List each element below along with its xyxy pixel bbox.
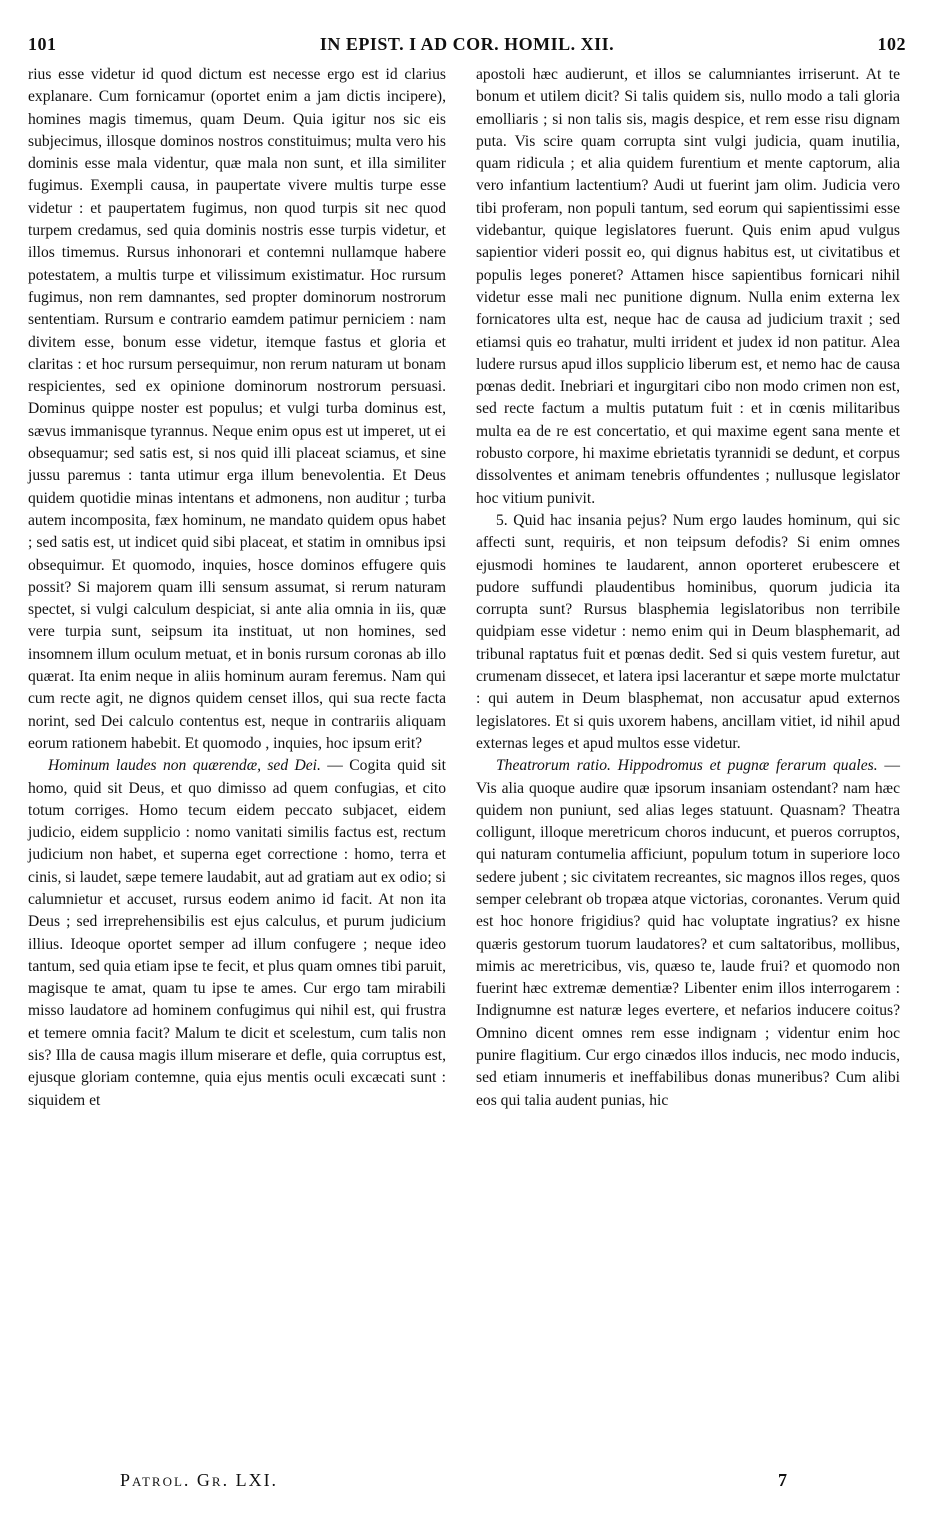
footer-sheet-number: 7 bbox=[778, 1470, 787, 1490]
page-footer bbox=[0, 1470, 934, 1498]
page-header bbox=[28, 34, 906, 58]
left-paragraph-2 bbox=[28, 755, 446, 1112]
footer-signature: Patrol. Gr. LXI. bbox=[120, 1470, 279, 1490]
left-paragraph-2-text: — Cogita quid sit homo, quid sit Deus, et quo dimisso ad quem confugias, et cito totum corriges. Homo tecum eidem peccato subjacet, eidem judicio, eidem supplicio : nomo vanitati similis factus est, rectum judicium non habet, et superna eget correctione : homo, terra et cinis, si laudet, sæpe temere laudabit, aut ad gratiam aut ex odio; si calumnietur et accuset, rursus eodem animo id facit. At non ita Deus ; sed irreprehensibilis est ejus calculus, et purum judicium illius. Ideoque oportet semper ad illum confugere ; neque ideo tantum, sed quia etiam ipse te fecit, et plus quam omnes tibi paruit, magisque te amat, quam tu ipse te ames. Cur ergo tam mirabili misso laudatore ad hominem confugimus qui nihil est, qui frustra et temere omnia facit? Malum te dicit et scelestum, cum talis non sis? Illa de causa magis illum miserare et defle, quia corruptus est, ejusque gloriam contemne, quia ejus mentis oculi excæcati sunt : siquidem et bbox=[28, 757, 447, 1109]
page-number-left: 101 bbox=[28, 34, 57, 54]
right-paragraph-3 bbox=[476, 755, 900, 1112]
right-paragraph-3-text: — Vis alia quoque audire quæ ipsorum insaniam ostendant? nam hæc quidem non puniunt, sed alias leges statuunt. Quasnam? Theatra colligunt, illoque meretricum choros inducunt, et pueros corruptos, qui naturam contumelia afficiunt, populum totum in superiore loco sedere jubent ; sic civitatem recreantes, sic magnos illos reges, quos semper celebrant ob tropæa atque victorias, coronantes. Verum quid est hoc honore frigidius? quid hac voluptate ingratius? ex hisne quæris gestorum tuorum laudatores? et cum saltatoribus, mollibus, mimis ac meretricibus, vis, quæso te, laude frui? et quomodo non fuerint hæc extremæ dementiæ? Libenter enim illos interrogarem : Indignumne est naturæ leges evertere, et nefarios inducere coitus? Omnino dicent omnes rem esse indignam ; videntur enim hoc punire flagitium. Cur ergo cinædos illos inducis, nec modo inducis, sed etiam innumeris et ineffabilibus donas muneribus? Cum alibi eos qui talia audent punias, hic bbox=[476, 757, 900, 1109]
left-column bbox=[28, 64, 446, 1112]
right-paragraph-2: 5. Quid hac insania pejus? Num ergo laudes hominum, qui sic affecti sunt, requiris, et non teipsum defodis? Si enim omnes ejusmodi homines te laudarent, annon oporteret erubescere et pudore suffundi plaudentibus hominibus, quorum judicia ita corrupta sunt? Rursus blasphemia legislatoribus non terribile quidpiam esse videtur : nemo enim qui in Deum blasphemarit, ad tribunal raptatus fuit et pœnas dedit. Sed si quis vestem furetur, aut crumenam dissecet, et latera ipsi lacerantur et sæpe morte mulctatur : qui autem in Deum blasphemat, non accusatur apud externos legislatores. Et si quis uxorem habens, ancillam vitiet, id nihil apud externas leges et apud multos esse videtur. bbox=[476, 511, 900, 752]
right-paragraph-1: apostoli hæc audierunt, et illos se calumniantes irriserunt. At te bonum et utilem dicit? Si talis quidem sis, nullo modo a tali gloria emolliaris ; si non talis sis, magis despice, et rem esse risu dignam puta. Vis scire quam corrupta sint vulgi judicia, quam inutilia, quam ridicula ; et alia quidem furentium et mente captorum, alia vero infantium lactentium? Audi ut fuerint jam olim. Judicia vero tibi proferam, non populi tantum, sed eorum qui sapientissimi esse videbantur, quique legislatores fuerunt. Quis enim apud vulgus sapientior videri possit eo, qui dignus habitus est, ut civitatibus et populis leges poneret? Attamen hisce sapientibus fornicari nihil videtur esse mali nec punitione dignum. Nulla enim externa lex fornicatores ulta est, neque hac de causa ad judicium traxit ; sed etiamsi quis eo trahatur, multi irrident et judex id non patitur. Alea ludere rursus apud illos supplicio liberum est, et nemo hac de causa pœnas dedit. Inebriari et ingurgitari cibo non modo crimen non est, sed recte factum a multis putatum fuit : et in cœnis militaribus multa ea de re est concertatio, et qui maxime egent sana mente et robusto corpore, hi maxime ebrietatis tyrannidi se dedunt, et corpus dissolventes et animam tenebris offundentes ; nullusque legislator hoc vitium punivit. bbox=[476, 66, 900, 507]
page-number-right: 102 bbox=[877, 34, 906, 54]
right-column bbox=[476, 64, 900, 1112]
section-heading-hominum: Hominum laudes non quærendæ, sed Dei. bbox=[48, 757, 321, 775]
left-paragraph-1: rius esse videtur id quod dictum est necesse ergo est id clarius explanare. Cum fornicamur (oportet enim a jam dictis incipere), homines magis timemus, quam Deum. Quia igitur nos sic eis subjecimus, illosque dominos nostros constituimus; multa vero his dominis esse mala videntur, quæ mala non sunt, et illa similiter fugimus. Exempli causa, in paupertate vivere multis turpe esse videtur : et paupertatem fugimus, non quod turpis sit nec quod turpem credamus, sed quia dominis nostris esse turpis videtur, et illos timemus. Rursus inhonorari et contemni nullamque habere potestatem, a multis turpe et vilissimum existimatur. Hoc rursum fugimus, non rem damnantes, sed propter dominorum nostrorum sententiam. Rursum e contrario eamdem patimur perniciem : nam divitem esse, bonum esse videtur, itemque fastus et gloria et claritas : et hoc rursum persequimur, non rerum naturam ut bonam respicientes, sed ex opinione dominorum nostrorum persuasi. Dominus quippe noster est populus; et vulgi turba dominus est, sævus immanisque tyrannus. Neque enim opus est ut imperet, ut ei obsequamur; sed satis est, si nos quid illi placeat sciamus, et sine jussu paremus : tanta utimur erga illum benevolentia. Et Deus quidem quotidie minas intentans et admonens, non auditur ; turba autem incomposita, fæx hominum, ne mandato quidem opus habet ; sed satis est, ut indicet quid sibi placeat, et statim in omnibus ipsi obsequimur. Et quomodo, inquies, hosce dominos effugere quis possit? Si majorem quam illi sensum assumat, si rerum naturam spectet, si vulgi calculum despiciat, si ante alia omnia in iis, quæ vere turpia sunt, seipsum ita instituat, ut non homines, sed insomnem illum oculum metuat, et in bonis rursum coronas ab illo quærat. Ita enim neque in aliis hominum auram feremus. Nam qui cum recte agit, ne dignos quidem censet illos, qui sua recte facta norint, sed Dei calculo contentus est, neque in contrariis aliquam eorum rationem habebit. Et quomodo , inquies, hoc ipsum erit? bbox=[28, 66, 446, 752]
section-heading-theatrorum: Theatrorum ratio. Hippodromus et pugnæ ferarum quales. bbox=[496, 757, 878, 775]
running-title: IN EPIST. I AD COR. HOMIL. XII. bbox=[319, 34, 615, 54]
